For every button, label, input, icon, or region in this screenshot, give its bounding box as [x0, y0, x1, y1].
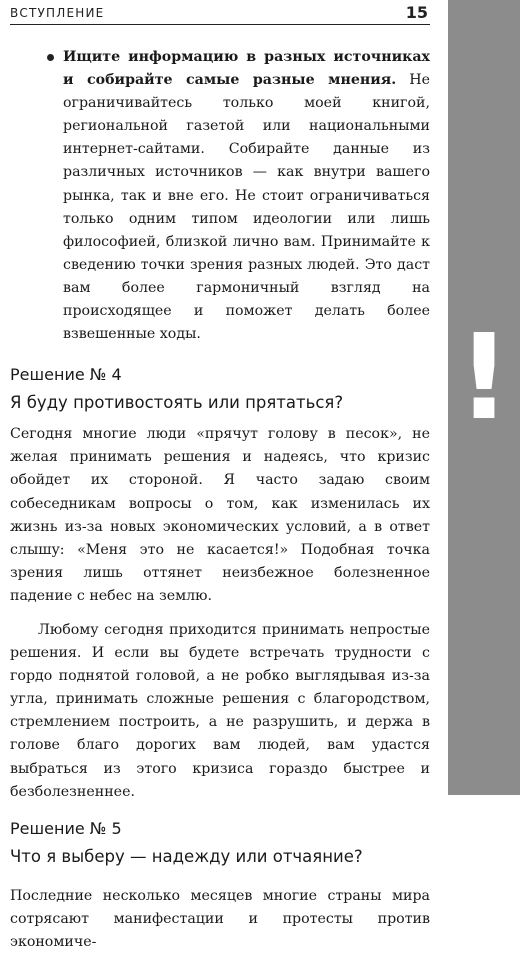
section-4-label: Решение № 4	[10, 365, 122, 385]
page-body	[10, 46, 430, 954]
section-4-question: Я буду противостоять или прятаться?	[10, 393, 344, 413]
bullet-item	[10, 46, 430, 346]
section-5-label: Решение № 5	[10, 818, 122, 838]
section-5-paragraph-1: Последние несколько месяцев многие страны мира сотрясают манифестации и протесты против экономиче-	[10, 887, 430, 950]
bullet-bold-text: Ищите информацию в разных источниках и собирайте самые разные мнения.	[63, 49, 430, 89]
section-5-question: Что я выберу — надежду или отчаяние?	[10, 846, 363, 866]
running-head	[10, 4, 430, 25]
exclamation-icon: !	[457, 308, 511, 446]
running-head-title: ВСТУПЛЕНИЕ	[10, 6, 105, 20]
side-tab	[448, 0, 520, 795]
section-4-paragraph-2: Любому сегодня приходится принимать непростые решения. И если вы будете встречать трудности с гордо поднятой головой, а не робко выглядывая из-за угла, принимать сложные решения с благородством, стремлением построить, а не разрушить, и держа в голове благо дорогих вам людей, вам удастся выбраться из этого кризиса гораздо быстрее и безболезненнее.	[10, 621, 430, 800]
section-4-paragraph-1: Сегодня многие люди «прячут голову в песок», не желая принимать решения и надеясь, что кризис обойдет их стороной. Я часто задаю своим собеседникам вопросы о том, как изменилась их жизнь из-за новых экономических условий, а в ответ слышу: «Меня это не касается!» Подобная точка зрения лишь оттянет неизбежное болезненное падение с небес на землю.	[10, 426, 430, 604]
page-number: 15	[405, 3, 428, 22]
bullet-text: Не ограничивайтесь только моей книгой, региональной газетой или национальными интернет-сайтами. Собирайте данные из различных источников — как внутри вашего рынка, так и вне его. Не стоит ограничиваться только одним типом идеологии или лишь философией, близкой лично вам. Принимайте к сведению точки зрения разных людей. Это даст вам более гармоничный взгляд на происходящее и поможет делать более взвешенные ходы.	[63, 72, 430, 343]
bullet-dot-icon	[47, 54, 54, 61]
